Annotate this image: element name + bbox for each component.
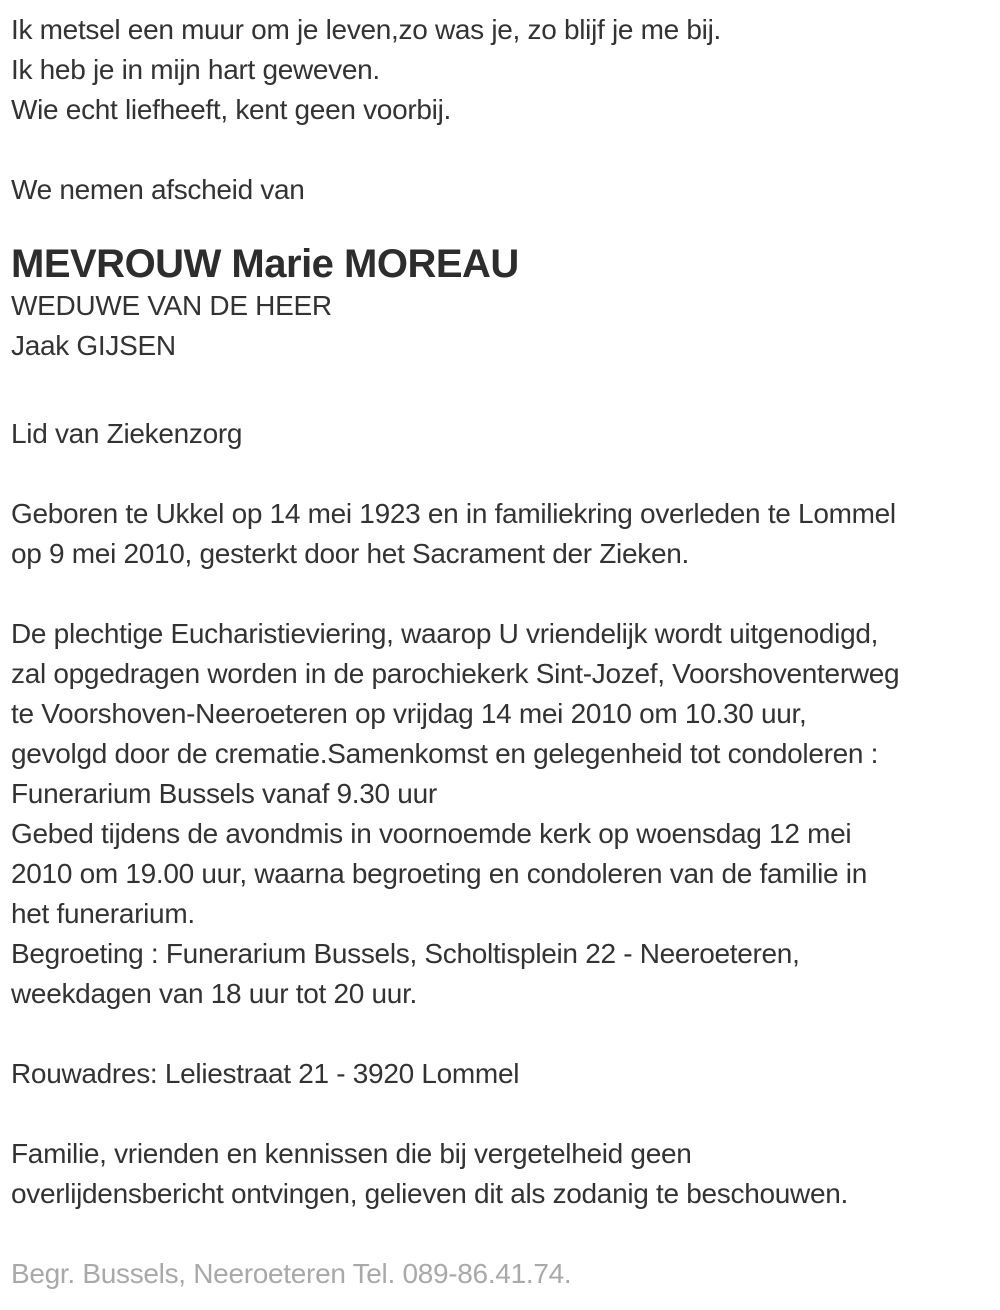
apology-paragraph <box>11 1134 989 1214</box>
birth-death-line: op 9 mei 2010, gesterkt door het Sacrament der Zieken. <box>11 538 689 569</box>
birth-death-paragraph <box>11 494 989 574</box>
service-paragraph <box>11 614 989 1014</box>
service-line: Gebed tijdens de avondmis in voornoemde kerk op woensdag 12 mei <box>11 818 852 849</box>
service-line: het funerarium. <box>11 898 195 929</box>
mourning-address: Rouwadres: Leliestraat 21 - 3920 Lommel <box>11 1058 520 1089</box>
service-line: 2010 om 19.00 uur, waarna begroeting en condoleren van de familie in <box>11 858 867 889</box>
service-line: De plechtige Eucharistieviering, waarop U vriendelijk wordt uitgenodigd, <box>11 618 879 649</box>
undertaker-credit: Begr. Bussels, Neeroeteren Tel. 089-86.41.74. <box>11 1258 572 1289</box>
poem-line: Ik heb je in mijn hart geweven. <box>11 54 380 85</box>
service-line: Funerarium Bussels vanaf 9.30 uur <box>11 778 437 809</box>
service-line: weekdagen van 18 uur tot 20 uur. <box>11 978 418 1009</box>
spouse-name: Jaak GIJSEN <box>11 330 176 361</box>
widow-relation-line: WEDUWE VAN DE HEER <box>11 290 332 321</box>
farewell-intro: We nemen afscheid van <box>11 174 305 205</box>
deceased-name: MEVROUW Marie MOREAU <box>11 242 519 286</box>
service-line: gevolgd door de crematie.Samenkomst en gelegenheid tot condoleren : <box>11 738 879 769</box>
poem <box>11 10 989 130</box>
birth-death-line: Geboren te Ukkel op 14 mei 1923 en in familiekring overleden te Lommel <box>11 498 896 529</box>
apology-line: Familie, vrienden en kennissen die bij vergetelheid geen <box>11 1138 692 1169</box>
poem-line: Ik metsel een muur om je leven,zo was je, zo blijf je me bij. <box>11 14 722 45</box>
service-line: zal opgedragen worden in de parochiekerk Sint-Jozef, Voorshoventerweg <box>11 658 900 689</box>
service-line: Begroeting : Funerarium Bussels, Scholtisplein 22 - Neeroeteren, <box>11 938 800 969</box>
poem-line: Wie echt liefheeft, kent geen voorbij. <box>11 94 451 125</box>
apology-line: overlijdensbericht ontvingen, gelieven dit als zodanig te beschouwen. <box>11 1178 848 1209</box>
service-line: te Voorshoven-Neeroeteren op vrijdag 14 mei 2010 om 10.30 uur, <box>11 698 807 729</box>
membership-line: Lid van Ziekenzorg <box>11 418 243 449</box>
